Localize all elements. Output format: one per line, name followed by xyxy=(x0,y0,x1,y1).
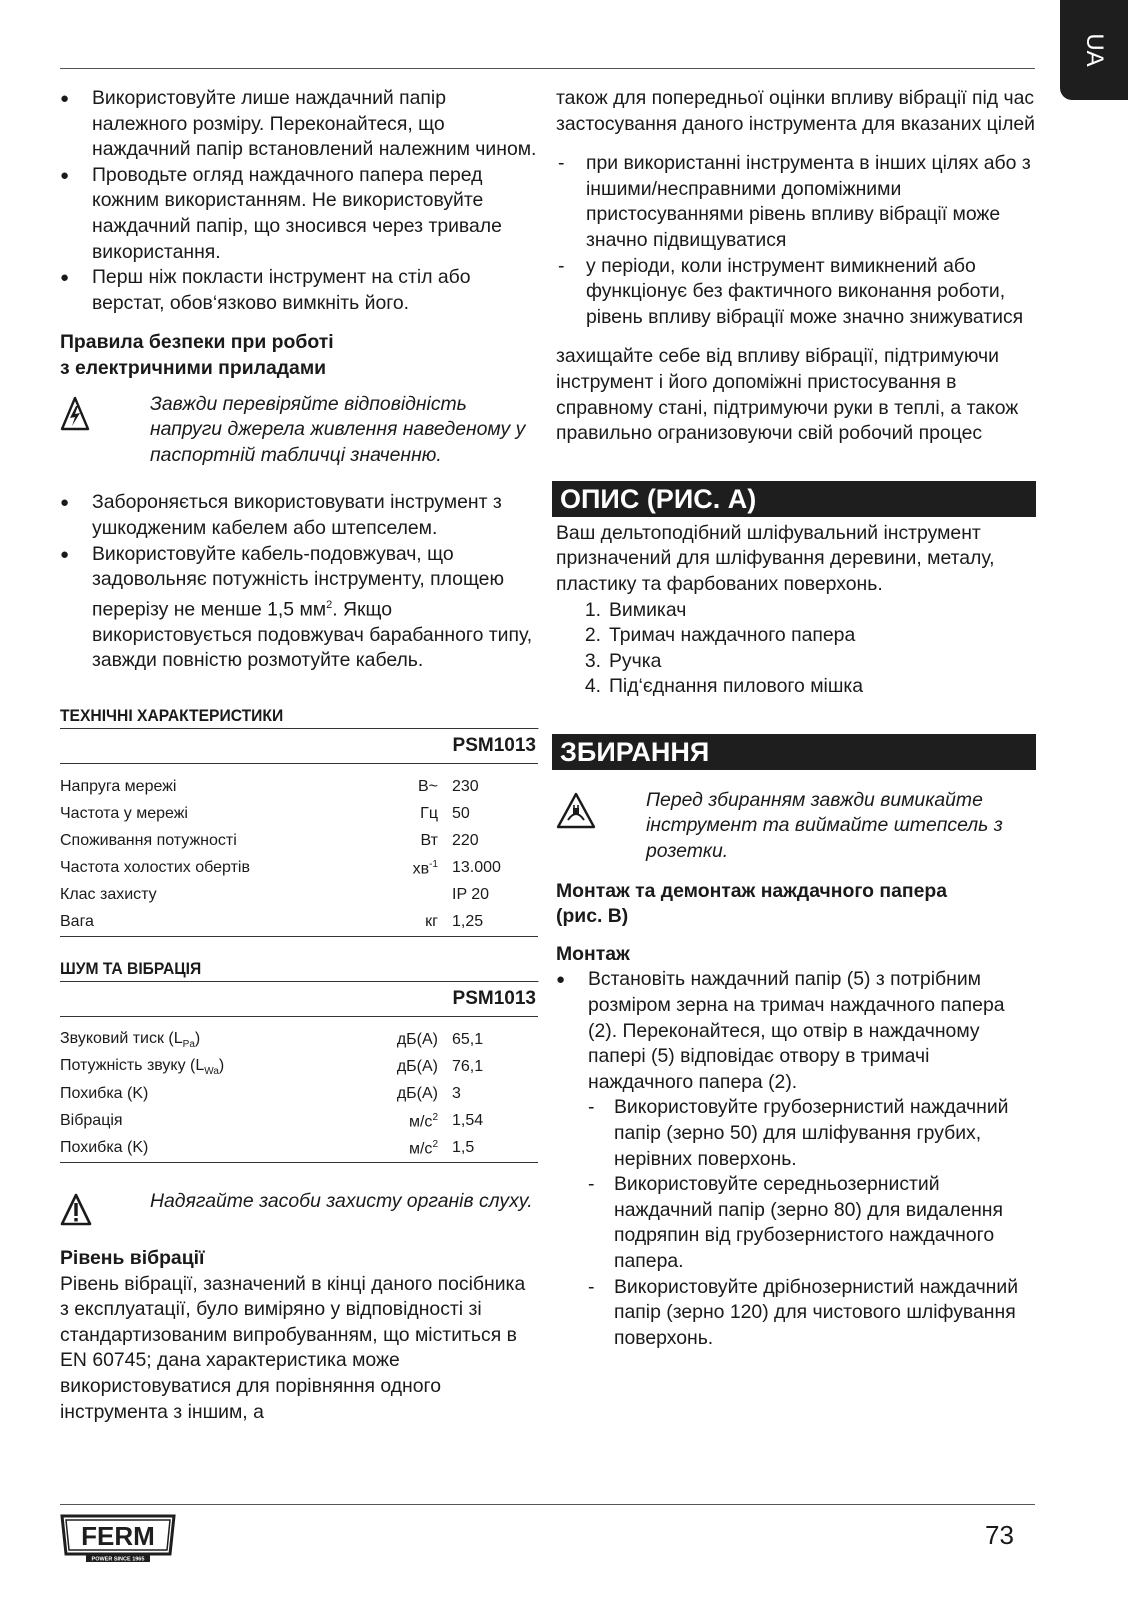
tech-row xyxy=(60,882,538,909)
warning-triangle-icon xyxy=(60,1189,150,1232)
tech-row xyxy=(60,909,538,937)
footer-rule xyxy=(60,1504,1035,1505)
parts-list xyxy=(556,598,1036,700)
assembly-warning-text: Перед збиранням завжди вимикайте інструмент та виймайте штепсель з розетки. xyxy=(646,788,1003,863)
parts-list-text: Ручка xyxy=(609,649,662,672)
tech-label: Споживання потужності xyxy=(60,832,237,850)
right-column xyxy=(556,86,1036,1351)
ferm-logo xyxy=(60,1514,176,1562)
ear-warning xyxy=(60,1189,538,1232)
grit-medium: - Використовуйте середньозернистий наждачний папір (зерно 80) для видалення подряпин від грубозернистого наждачного папера. xyxy=(556,1172,1036,1274)
logo-brand: FERM xyxy=(81,1521,155,1551)
noise-value: 1,5 xyxy=(452,1135,538,1163)
noise-model: PSM1013 xyxy=(452,982,538,1017)
tech-table xyxy=(60,729,538,937)
parts-list-number: 1. xyxy=(584,598,601,621)
mount-heading-line1: Монтаж та демонтаж наждачного папера xyxy=(556,879,948,902)
page-number: 73 xyxy=(985,1520,1014,1550)
noise-row xyxy=(60,1016,538,1054)
description-text: Ваш дельтоподібний шліфувальний інструмент призначений для шліфування деревини, металу, пластику та фарбованих поверхонь. xyxy=(556,521,995,595)
tech-model-row xyxy=(60,729,538,764)
vibration-text: Рівень вібрації, зазначений в кінці даного посібника з експлуатації, було виміряно у відповідності зі стандартизованим випробуванням, що міститься в EN 60745; дана характеристика може використовуватися для порівняння одного інструмента з іншим, а xyxy=(60,1272,526,1423)
mount-subheading: Монтаж xyxy=(556,942,630,965)
bullet-sandpaper-inspect: ● Проводьте огляд наждачного папера перед кожним використанням. Не використовуйте наждачний папір, що зносився через тривале використання. xyxy=(60,163,538,265)
left-column xyxy=(60,86,538,1425)
parts-list-number: 4. xyxy=(584,675,601,698)
tech-row xyxy=(60,801,538,828)
mount-heading xyxy=(556,879,1036,930)
noise-unit: дБ(A) xyxy=(396,1085,438,1103)
tech-value: 220 xyxy=(452,832,479,850)
parts-list-number: 2. xyxy=(584,624,601,647)
tech-label: Напруга мережі xyxy=(60,778,177,796)
tech-label: Клас захисту xyxy=(60,886,157,904)
tech-value: 13.000 xyxy=(452,859,501,877)
assembly-heading: ЗБИРАННЯ xyxy=(552,734,1036,770)
tech-model: PSM1013 xyxy=(452,729,538,764)
tech-row xyxy=(60,855,538,882)
tech-value: IP 20 xyxy=(452,886,490,904)
noise-unit: $м/с^2$ xyxy=(408,1111,438,1131)
parts-list-text: Тримач наждачного папера xyxy=(609,624,856,647)
parts-list-item xyxy=(556,598,1036,624)
parts-list-text: Вимикач xyxy=(609,598,687,621)
parts-list-item xyxy=(556,623,1036,649)
language-tab-label: UA xyxy=(1081,33,1108,67)
language-tab xyxy=(1060,0,1128,100)
tech-value: 1,25 xyxy=(452,909,538,937)
tech-unit xyxy=(370,882,452,909)
bullet-damaged-cable: ● Забороняється використовувати інструмент з ушкодженим кабелем або штепселем. xyxy=(60,490,538,541)
tech-row xyxy=(60,763,538,801)
noise-unit: дБ(A) xyxy=(396,1031,438,1049)
voltage-warning xyxy=(60,392,538,469)
tech-value: 50 xyxy=(452,805,470,823)
noise-model-row xyxy=(60,982,538,1017)
ext-text-b: . Якщо використовується подовжувач барабанного типу, завжди повністю розмотуйте кабель. xyxy=(92,598,533,672)
noise-row xyxy=(60,1108,538,1135)
noise-unit: дБ(A) xyxy=(396,1058,438,1076)
tech-unit: Вт xyxy=(420,832,438,850)
parts-list-item xyxy=(556,674,1036,700)
bullet-switch-off: ● Перш ніж покласти інструмент на стіл або верстат, обов‘язково вимкніть його. xyxy=(60,265,538,316)
parts-list-item xyxy=(556,649,1036,675)
noise-value: 65,1 xyxy=(452,1031,484,1049)
dash-other-use: - при використанні інструмента в інших цілях або з іншими/несправними допоміжними пристосуваннями рівень впливу вібрації може значно підвищуватися xyxy=(556,151,1036,253)
noise-table xyxy=(60,982,538,1163)
safety-heading-line2: з електричними приладами xyxy=(60,356,327,379)
tech-unit: Гц xyxy=(420,805,438,823)
tech-unit: В~ xyxy=(417,778,438,796)
tech-unit: $хв^{-1}$ xyxy=(412,858,438,878)
tech-row xyxy=(60,828,538,855)
noise-unit: $м/с^2$ xyxy=(370,1135,452,1163)
ear-warning-text: Надягайте засоби захисту органів слуху. xyxy=(150,1189,533,1212)
noise-label: Похибка (K) xyxy=(60,1085,149,1103)
noise-label: Звуковий тиск $(L_{Pa})$ xyxy=(60,1030,201,1051)
header-rule xyxy=(60,68,1035,69)
noise-label: Вібрація xyxy=(60,1112,123,1130)
noise-value: 76,1 xyxy=(452,1058,484,1076)
logo-tagline: POWER SINCE 1965 xyxy=(91,1556,145,1562)
vibration-heading: Рівень вібрації xyxy=(60,1246,205,1269)
noise-label: Похибка (K) xyxy=(60,1135,370,1163)
tech-heading: ТЕХНІЧНІ ХАРАКТЕРИСТИКИ xyxy=(60,706,538,729)
safety-heading-line1: Правила безпеки при роботі xyxy=(60,331,334,354)
grit-coarse: - Використовуйте грубозернистий наждачний папір (зерно 50) для шліфування грубих, нерівних поверхонь. xyxy=(556,1095,1036,1172)
noise-row xyxy=(60,1081,538,1108)
noise-row xyxy=(60,1054,538,1081)
tech-label: Вага xyxy=(60,909,370,937)
bullet-extension-cable xyxy=(60,542,538,674)
protect-text: захищайте себе від впливу вібрації, підтримуючи інструмент і його допоміжні пристосування в справному стані, підтримуючи руки в теплі, а також правильно огранизовуючи свій робочий процес xyxy=(556,345,1019,445)
electric-hazard-icon xyxy=(60,392,150,437)
mount-heading-line2: (рис. B) xyxy=(556,905,629,928)
tech-label: Частота холостих обертів xyxy=(60,859,250,877)
tech-value: 230 xyxy=(452,778,479,796)
vibration-continued-text: також для попередньої оцінки впливу вібрації під час застосування даного інструмента для вказаних цілей xyxy=(556,87,1036,135)
grit-fine: - Використовуйте дрібнозернистий наждачний папір (зерно 120) для чистового шліфування поверхонь. xyxy=(556,1275,1036,1352)
dash-idle: - у періоди, коли інструмент вимикнений або функціонує без фактичного виконання роботи, рівень впливу вібрації може значно знижуватися xyxy=(556,254,1036,331)
safety-heading xyxy=(60,330,538,381)
noise-heading: ШУМ ТА ВІБРАЦІЯ xyxy=(60,959,538,982)
ext-sup: 2 xyxy=(326,598,333,611)
voltage-warning-text: Завжди перевіряйте відповідність напруги джерела живлення наведеному у паспортній табличці значенню. xyxy=(150,392,526,466)
bullet-install-sandpaper: ● Встановіть наждачний папір (5) з потрібним розміром зерна на тримач наждачного папера (2). Переконайтеся, що отвір в наждачному папері (5) відповідає отвору в тримачі наждачного папера (2). xyxy=(556,967,1036,1095)
ext-text-a: Використовуйте кабель-подовжувач, що задовольняє потужність інструменту, площею перерізу не менше 1,5 мм xyxy=(92,542,505,621)
noise-value: 1,54 xyxy=(452,1112,484,1130)
tech-label: Частота у мережі xyxy=(60,805,188,823)
noise-value: 3 xyxy=(452,1085,461,1103)
bullet-sandpaper-size: ● Використовуйте лише наждачний папір належного розміру. Переконайтеся, що наждачний папір встановлений належним чином. xyxy=(60,86,538,163)
assembly-warning xyxy=(556,788,1036,865)
parts-list-number: 3. xyxy=(584,649,601,672)
description-heading: ОПИС (РИС. A) xyxy=(552,481,1036,517)
noise-row xyxy=(60,1135,538,1163)
tech-unit: кг xyxy=(370,909,452,937)
noise-label: Потужність звуку $(L_{Wa})$ xyxy=(60,1057,225,1078)
unplug-warning-icon xyxy=(556,788,646,835)
parts-list-text: Під‘єднання пилового мішка xyxy=(609,675,864,698)
